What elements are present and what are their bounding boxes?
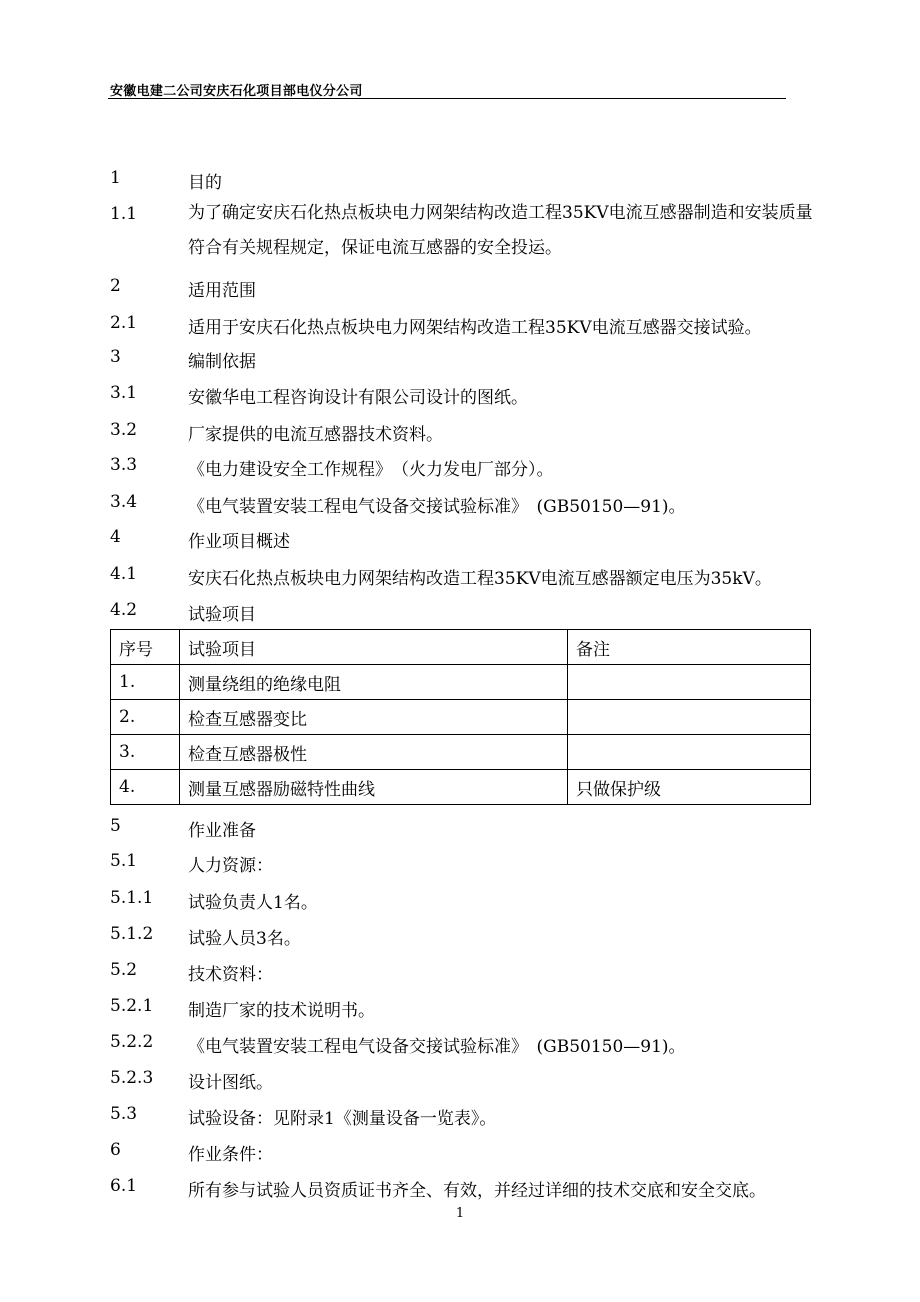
section-text: 制造厂家的技术说明书。	[188, 1001, 375, 1021]
section-text: 试验负责人1名。	[188, 893, 318, 913]
section-number: 3.1	[110, 383, 138, 403]
section-number: 4	[110, 527, 121, 547]
section-text: 《电气装置安装工程电气设备交接试验标准》 (GB50150—91)。	[188, 1037, 686, 1057]
table-cell: 3.	[111, 735, 180, 770]
section-number: 5.1.2	[110, 924, 154, 944]
section-text: 适用于安庆石化热点板块电力网架结构改造工程35KV电流互感器交接试验。	[188, 318, 762, 338]
section-text: 《电气装置安装工程电气设备交接试验标准》 (GB50150—91)。	[188, 497, 686, 517]
section-number: 4.2	[110, 600, 138, 620]
table-cell	[568, 665, 811, 700]
table-cell: 4.	[111, 770, 180, 805]
section-text: 技术资料：	[188, 965, 273, 985]
section-number: 6.1	[110, 1176, 138, 1196]
section-text: 目的	[188, 173, 222, 193]
section-text: 安徽华电工程咨询设计有限公司设计的图纸。	[188, 388, 528, 408]
table-row	[111, 770, 811, 805]
section-text: 编制依据	[188, 352, 256, 372]
table-row	[111, 735, 811, 770]
table-header-cell: 序号	[111, 630, 180, 665]
page-number: 1	[455, 1206, 465, 1221]
section-number: 5.2.2	[110, 1032, 154, 1052]
table-cell: 检查互感器极性	[180, 735, 568, 770]
table-cell	[568, 735, 811, 770]
section-text: 作业条件：	[188, 1145, 273, 1165]
section-text: 安庆石化热点板块电力网架结构改造工程35KV电流互感器额定电压为35kV。	[188, 569, 772, 589]
table-header-cell: 备注	[568, 630, 811, 665]
section-number: 3.3	[110, 455, 138, 475]
section-number: 2.1	[110, 313, 138, 333]
section-number: 3.2	[110, 420, 138, 440]
section-text: 作业项目概述	[188, 532, 290, 552]
section-number: 1.1	[110, 204, 138, 224]
table-cell	[568, 700, 811, 735]
section-text: 人力资源：	[188, 856, 273, 876]
section-number: 6	[110, 1140, 121, 1160]
section-number: 4.1	[110, 564, 138, 584]
section-number: 3	[110, 347, 121, 367]
table-cell: 1.	[111, 665, 180, 700]
section-text: 《电力建设安全工作规程》 （火力发电厂部分）。	[188, 460, 554, 480]
section-text: 设计图纸。	[188, 1073, 273, 1093]
section-number: 5.3	[110, 1104, 138, 1124]
section-text: 作业准备	[188, 821, 256, 841]
section-number: 3.4	[110, 492, 138, 512]
test-items-table	[110, 629, 811, 805]
table-cell: 测量互感器励磁特性曲线	[180, 770, 568, 805]
section-text: 试验人员3名。	[188, 929, 301, 949]
section-text: 试验项目	[188, 605, 256, 625]
section-text: 为了确定安庆石化热点板块电力网架结构改造工程35KV电流互感器制造和安装质量符合有关规程规定，保证电流互感器的安全投运。	[188, 203, 813, 258]
section-number: 5.2.1	[110, 996, 154, 1016]
table-row	[111, 700, 811, 735]
section-number: 5.2.3	[110, 1068, 154, 1088]
table-cell: 测量绕组的绝缘电阻	[180, 665, 568, 700]
section-number: 5.2	[110, 960, 138, 980]
section-number: 5.1.1	[110, 888, 154, 908]
table-row	[111, 665, 811, 700]
table-cell: 检查互感器变比	[180, 700, 568, 735]
section-text: 所有参与试验人员资质证书齐全、有效，并经过详细的技术交底和安全交底。	[188, 1181, 766, 1201]
section-number: 5.1	[110, 851, 138, 871]
section-text: 适用范围	[188, 281, 256, 301]
section-number: 1	[110, 168, 121, 188]
table-header-row	[111, 630, 811, 665]
header-rule	[108, 98, 786, 99]
table-header-cell: 试验项目	[180, 630, 568, 665]
section-text: 厂家提供的电流互感器技术资料。	[188, 425, 443, 445]
table-cell: 2.	[111, 700, 180, 735]
section-number: 5	[110, 816, 121, 836]
company-header: 安徽电建二公司安庆石化项目部电仪分公司	[110, 84, 363, 99]
section-text: 试验设备：见附录1《测量设备一览表》。	[188, 1109, 497, 1129]
table-cell: 只做保护级	[568, 770, 811, 805]
section-number: 2	[110, 276, 121, 296]
